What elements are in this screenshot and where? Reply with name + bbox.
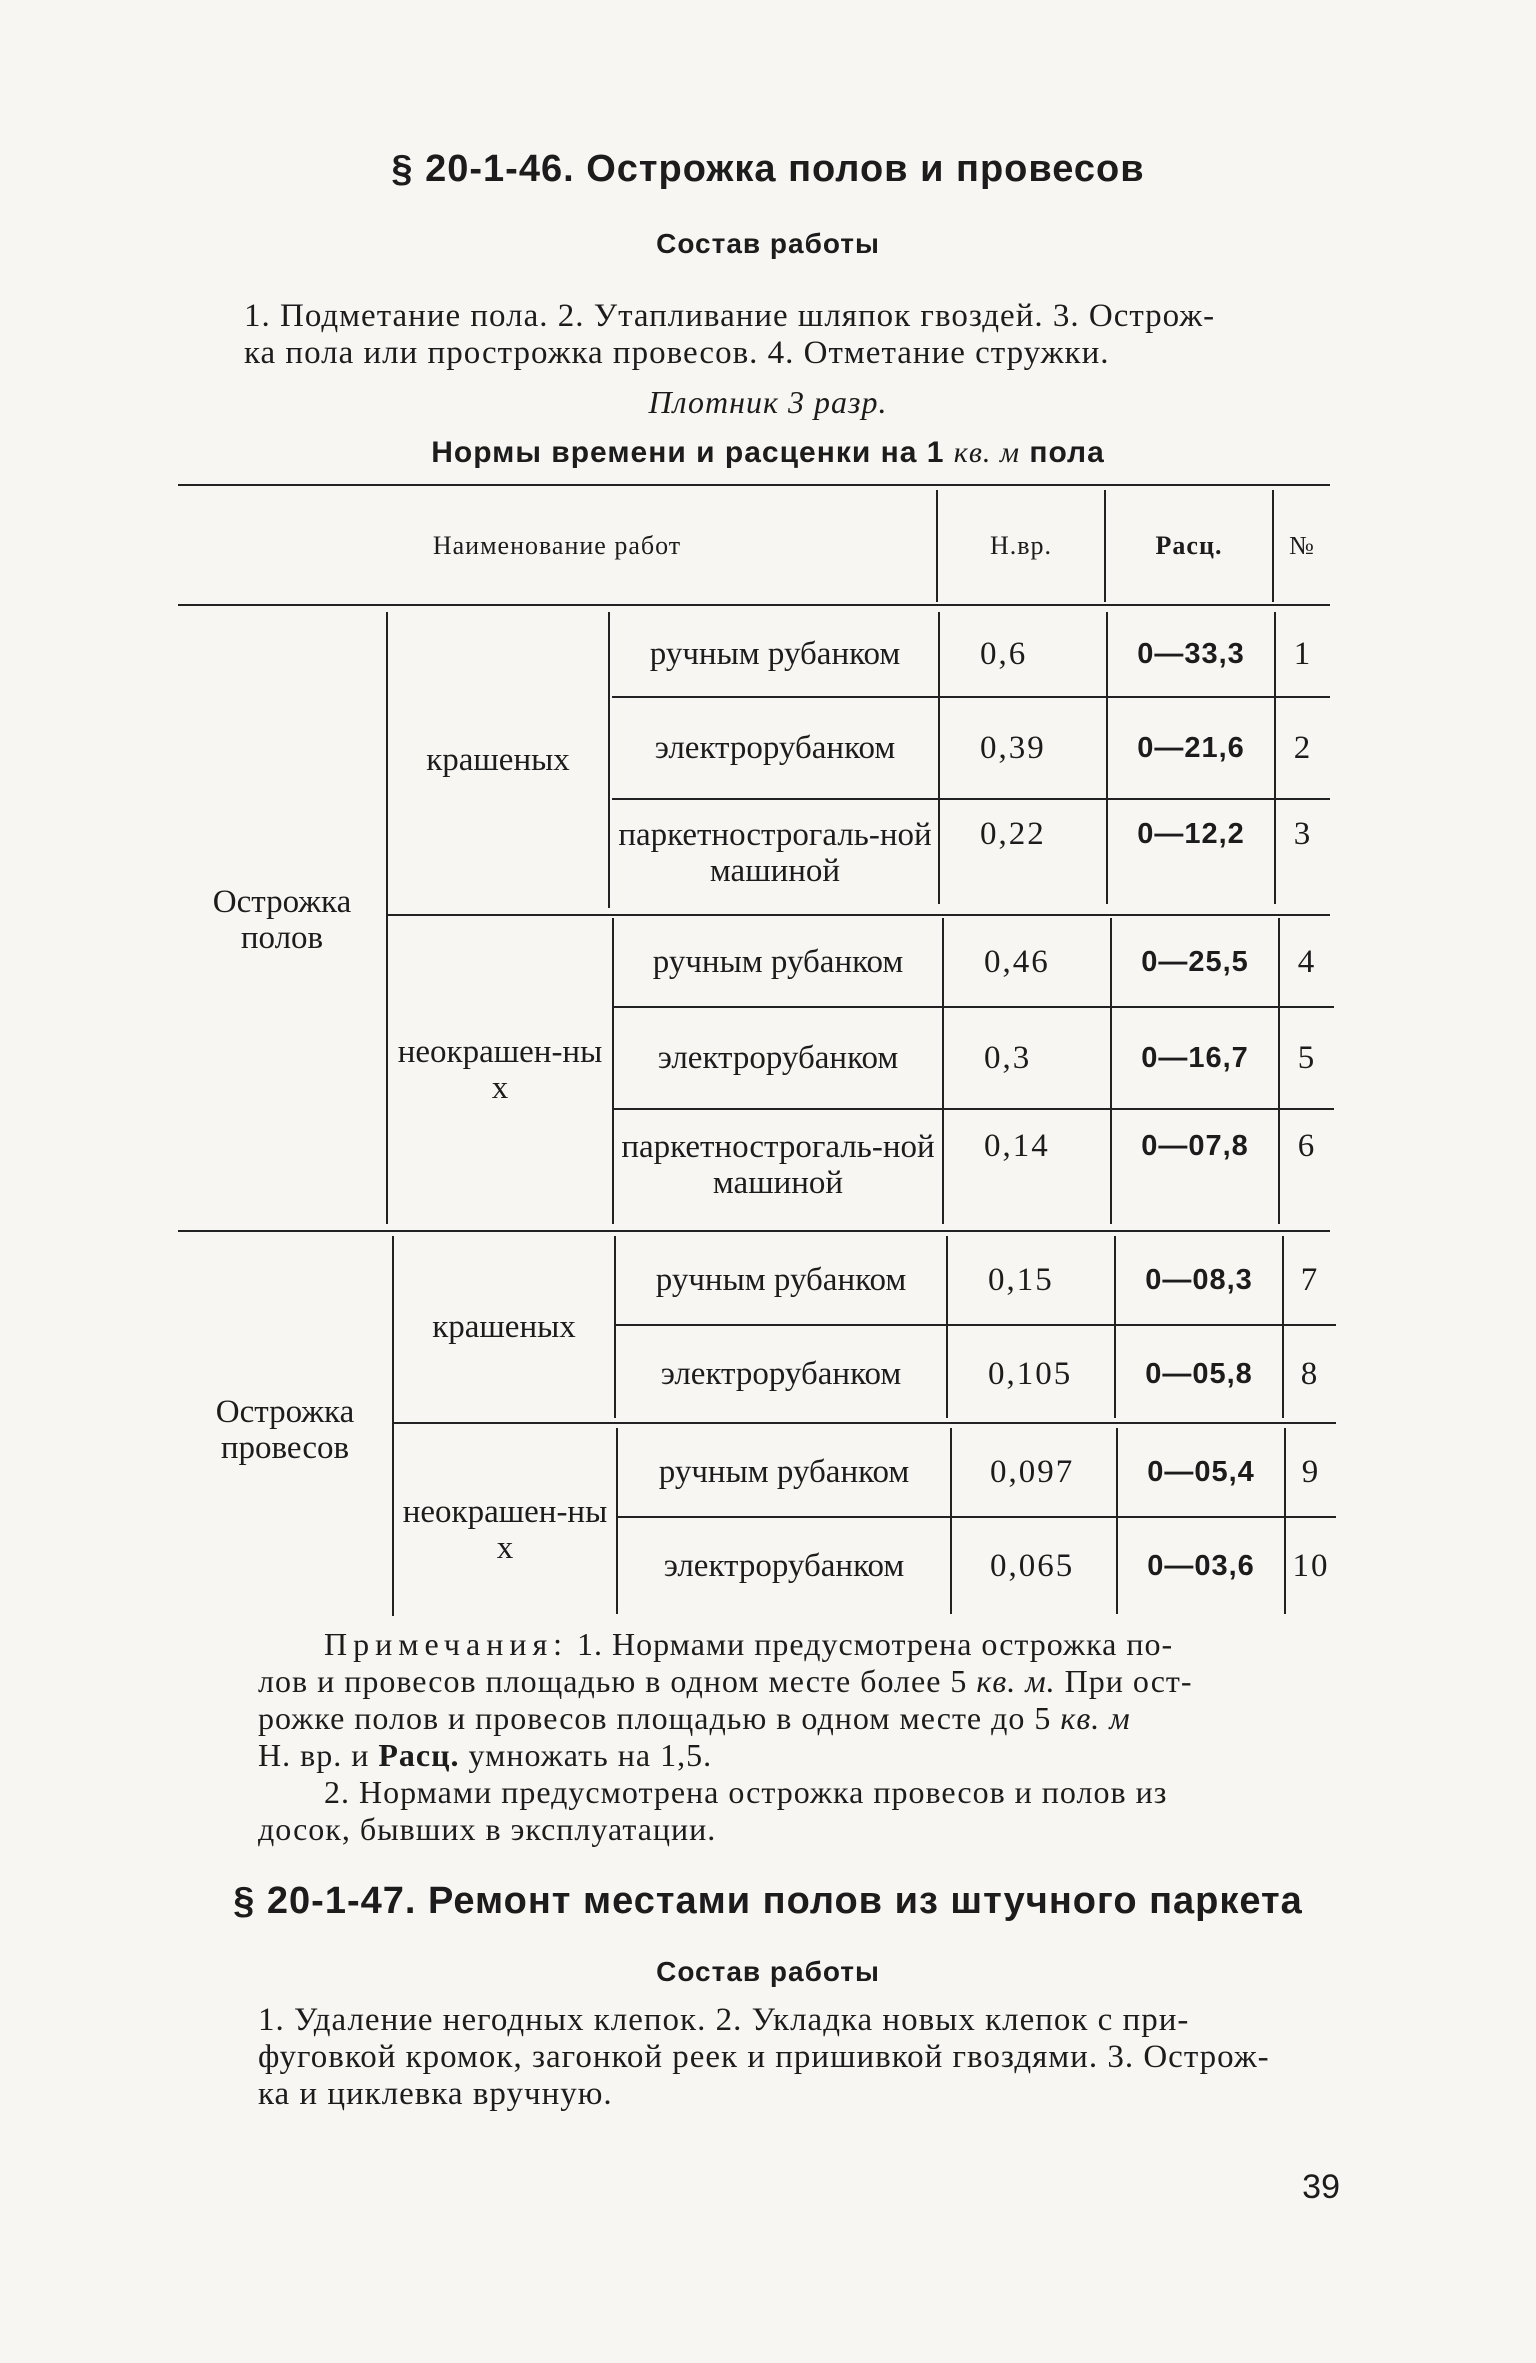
- row-rate: 0—03,6: [1147, 1550, 1255, 1582]
- notes: [258, 1626, 1338, 1848]
- header-number: №: [1289, 531, 1315, 560]
- row-tool: электрорубанком: [663, 1548, 905, 1584]
- row-rate: 0—05,8: [1145, 1358, 1253, 1390]
- row-rate: 0—21,6: [1137, 732, 1245, 764]
- row-rate: 0—07,8: [1141, 1130, 1249, 1162]
- row-rule: [614, 1108, 1334, 1110]
- row-number: 8: [1300, 1356, 1320, 1392]
- row-time: 0,39: [980, 730, 1046, 766]
- note-line: [258, 1737, 1338, 1774]
- group-label: Острожка провесов: [215, 1394, 355, 1466]
- row-number: 1: [1293, 636, 1313, 672]
- row-number: 2: [1293, 730, 1313, 766]
- note-bold: Расц.: [378, 1737, 460, 1773]
- subgroup-separator-rule: [388, 914, 1330, 916]
- row-tool: электрорубанком: [660, 1356, 902, 1392]
- note-text: 1. Нормами предусмотрена острожка по-: [577, 1626, 1174, 1662]
- row-rate: 0—12,2: [1137, 818, 1245, 850]
- row-rate: 0—25,5: [1141, 946, 1249, 978]
- subgroup-label: крашеных: [426, 742, 570, 778]
- row-tool: паркетнострогаль-ной машиной: [621, 1129, 935, 1201]
- header-bottom-rule: [178, 604, 1330, 606]
- note-text: Н. вр. и: [258, 1737, 370, 1773]
- header-time: Н.вр.: [989, 531, 1053, 560]
- work-steps: [244, 298, 1338, 372]
- row-tool: паркетнострогаль-ной машиной: [618, 817, 932, 889]
- row-time: 0,22: [980, 816, 1046, 852]
- subgroup-label: крашеных: [432, 1309, 576, 1345]
- row-tool: ручным рубанком: [655, 1262, 907, 1298]
- note-text: При ост-: [1064, 1663, 1193, 1699]
- row-rate: 0—05,4: [1147, 1456, 1255, 1488]
- row-time: 0,6: [980, 636, 1028, 672]
- header-name: Наименование работ: [432, 531, 682, 560]
- note-line: 2. Нормами предусмотрена острожка провесов и полов из: [324, 1774, 1168, 1810]
- table-top-rule: [178, 484, 1330, 486]
- note-text: рожке полов и провесов площадью в одном месте до 5: [258, 1700, 1052, 1736]
- note-line: [258, 1626, 1338, 1663]
- caption-unit: кв. м: [953, 436, 1020, 469]
- notes-label: Примечания:: [324, 1626, 569, 1662]
- row-number: 6: [1297, 1128, 1317, 1164]
- work-steps: [258, 2002, 1338, 2113]
- note-unit: кв. м: [1060, 1700, 1131, 1736]
- row-rate: 0—08,3: [1145, 1264, 1253, 1296]
- note-line: досок, бывших в эксплуатации.: [258, 1811, 717, 1847]
- section-title: § 20-1-47. Ремонт местами полов из штучного паркета: [233, 1880, 1303, 1922]
- row-rule: [612, 798, 1330, 800]
- note-text: лов и провесов площадью в одном месте более 5: [258, 1663, 968, 1699]
- row-number: 7: [1300, 1262, 1320, 1298]
- row-time: 0,097: [990, 1454, 1075, 1490]
- row-time: 0,105: [988, 1356, 1073, 1392]
- section-title: § 20-1-46. Острожка полов и провесов: [391, 148, 1145, 190]
- row-time: 0,3: [984, 1040, 1032, 1076]
- caption-suffix: пола: [1029, 436, 1105, 469]
- work-steps-line: 1. Подметание пола. 2. Утапливание шляпок гвоздей. 3. Острож-: [244, 298, 1216, 334]
- section-subtitle: Состав работы: [656, 228, 880, 259]
- table-caption: [0, 436, 1536, 470]
- row-time: 0,065: [990, 1548, 1075, 1584]
- row-time: 0,46: [984, 944, 1050, 980]
- note-line: [258, 1663, 1338, 1700]
- row-tool: электрорубанком: [654, 730, 896, 766]
- group-label: Острожка полов: [212, 884, 352, 956]
- row-time: 0,15: [988, 1262, 1054, 1298]
- caption-prefix: Нормы времени и расценки на 1: [431, 436, 945, 469]
- group-separator-rule: [178, 1230, 1330, 1232]
- note-text: умножать на 1,5.: [468, 1737, 713, 1773]
- row-number: 5: [1297, 1040, 1317, 1076]
- row-rate: 0—33,3: [1137, 638, 1245, 670]
- row-number: 4: [1297, 944, 1317, 980]
- subgroup-label: неокрашен-ных: [397, 1034, 603, 1106]
- work-steps-line: ка и циклевка вручную.: [258, 2076, 613, 2112]
- work-steps-line: 1. Удаление негодных клепок. 2. Укладка новых клепок с при-: [258, 2002, 1190, 2038]
- page-number: 39: [1302, 2168, 1340, 2206]
- subgroup-separator-rule: [392, 1422, 1336, 1424]
- row-time: 0,14: [984, 1128, 1050, 1164]
- note-unit: кв. м.: [976, 1663, 1056, 1699]
- worker-grade: Плотник 3 разр.: [648, 384, 888, 420]
- note-line: [258, 1700, 1338, 1737]
- row-number: 3: [1293, 816, 1313, 852]
- work-steps-line: фуговкой кромок, загонкой реек и пришивкой гвоздями. 3. Острож-: [258, 2039, 1270, 2075]
- row-number: 10: [1292, 1548, 1330, 1584]
- subgroup-column-divider: [608, 612, 610, 908]
- work-steps-line: ка пола или прострожка провесов. 4. Отметание стружки.: [244, 335, 1110, 371]
- header-rate: Расц.: [1155, 531, 1223, 560]
- row-number: 9: [1301, 1454, 1321, 1490]
- row-tool: ручным рубанком: [658, 1454, 910, 1490]
- section-subtitle: Состав работы: [656, 1956, 880, 1987]
- row-tool: электрорубанком: [657, 1040, 899, 1076]
- row-rate: 0—16,7: [1141, 1042, 1249, 1074]
- row-tool: ручным рубанком: [649, 636, 901, 672]
- subgroup-label: неокрашен-ных: [402, 1494, 608, 1566]
- row-tool: ручным рубанком: [652, 944, 904, 980]
